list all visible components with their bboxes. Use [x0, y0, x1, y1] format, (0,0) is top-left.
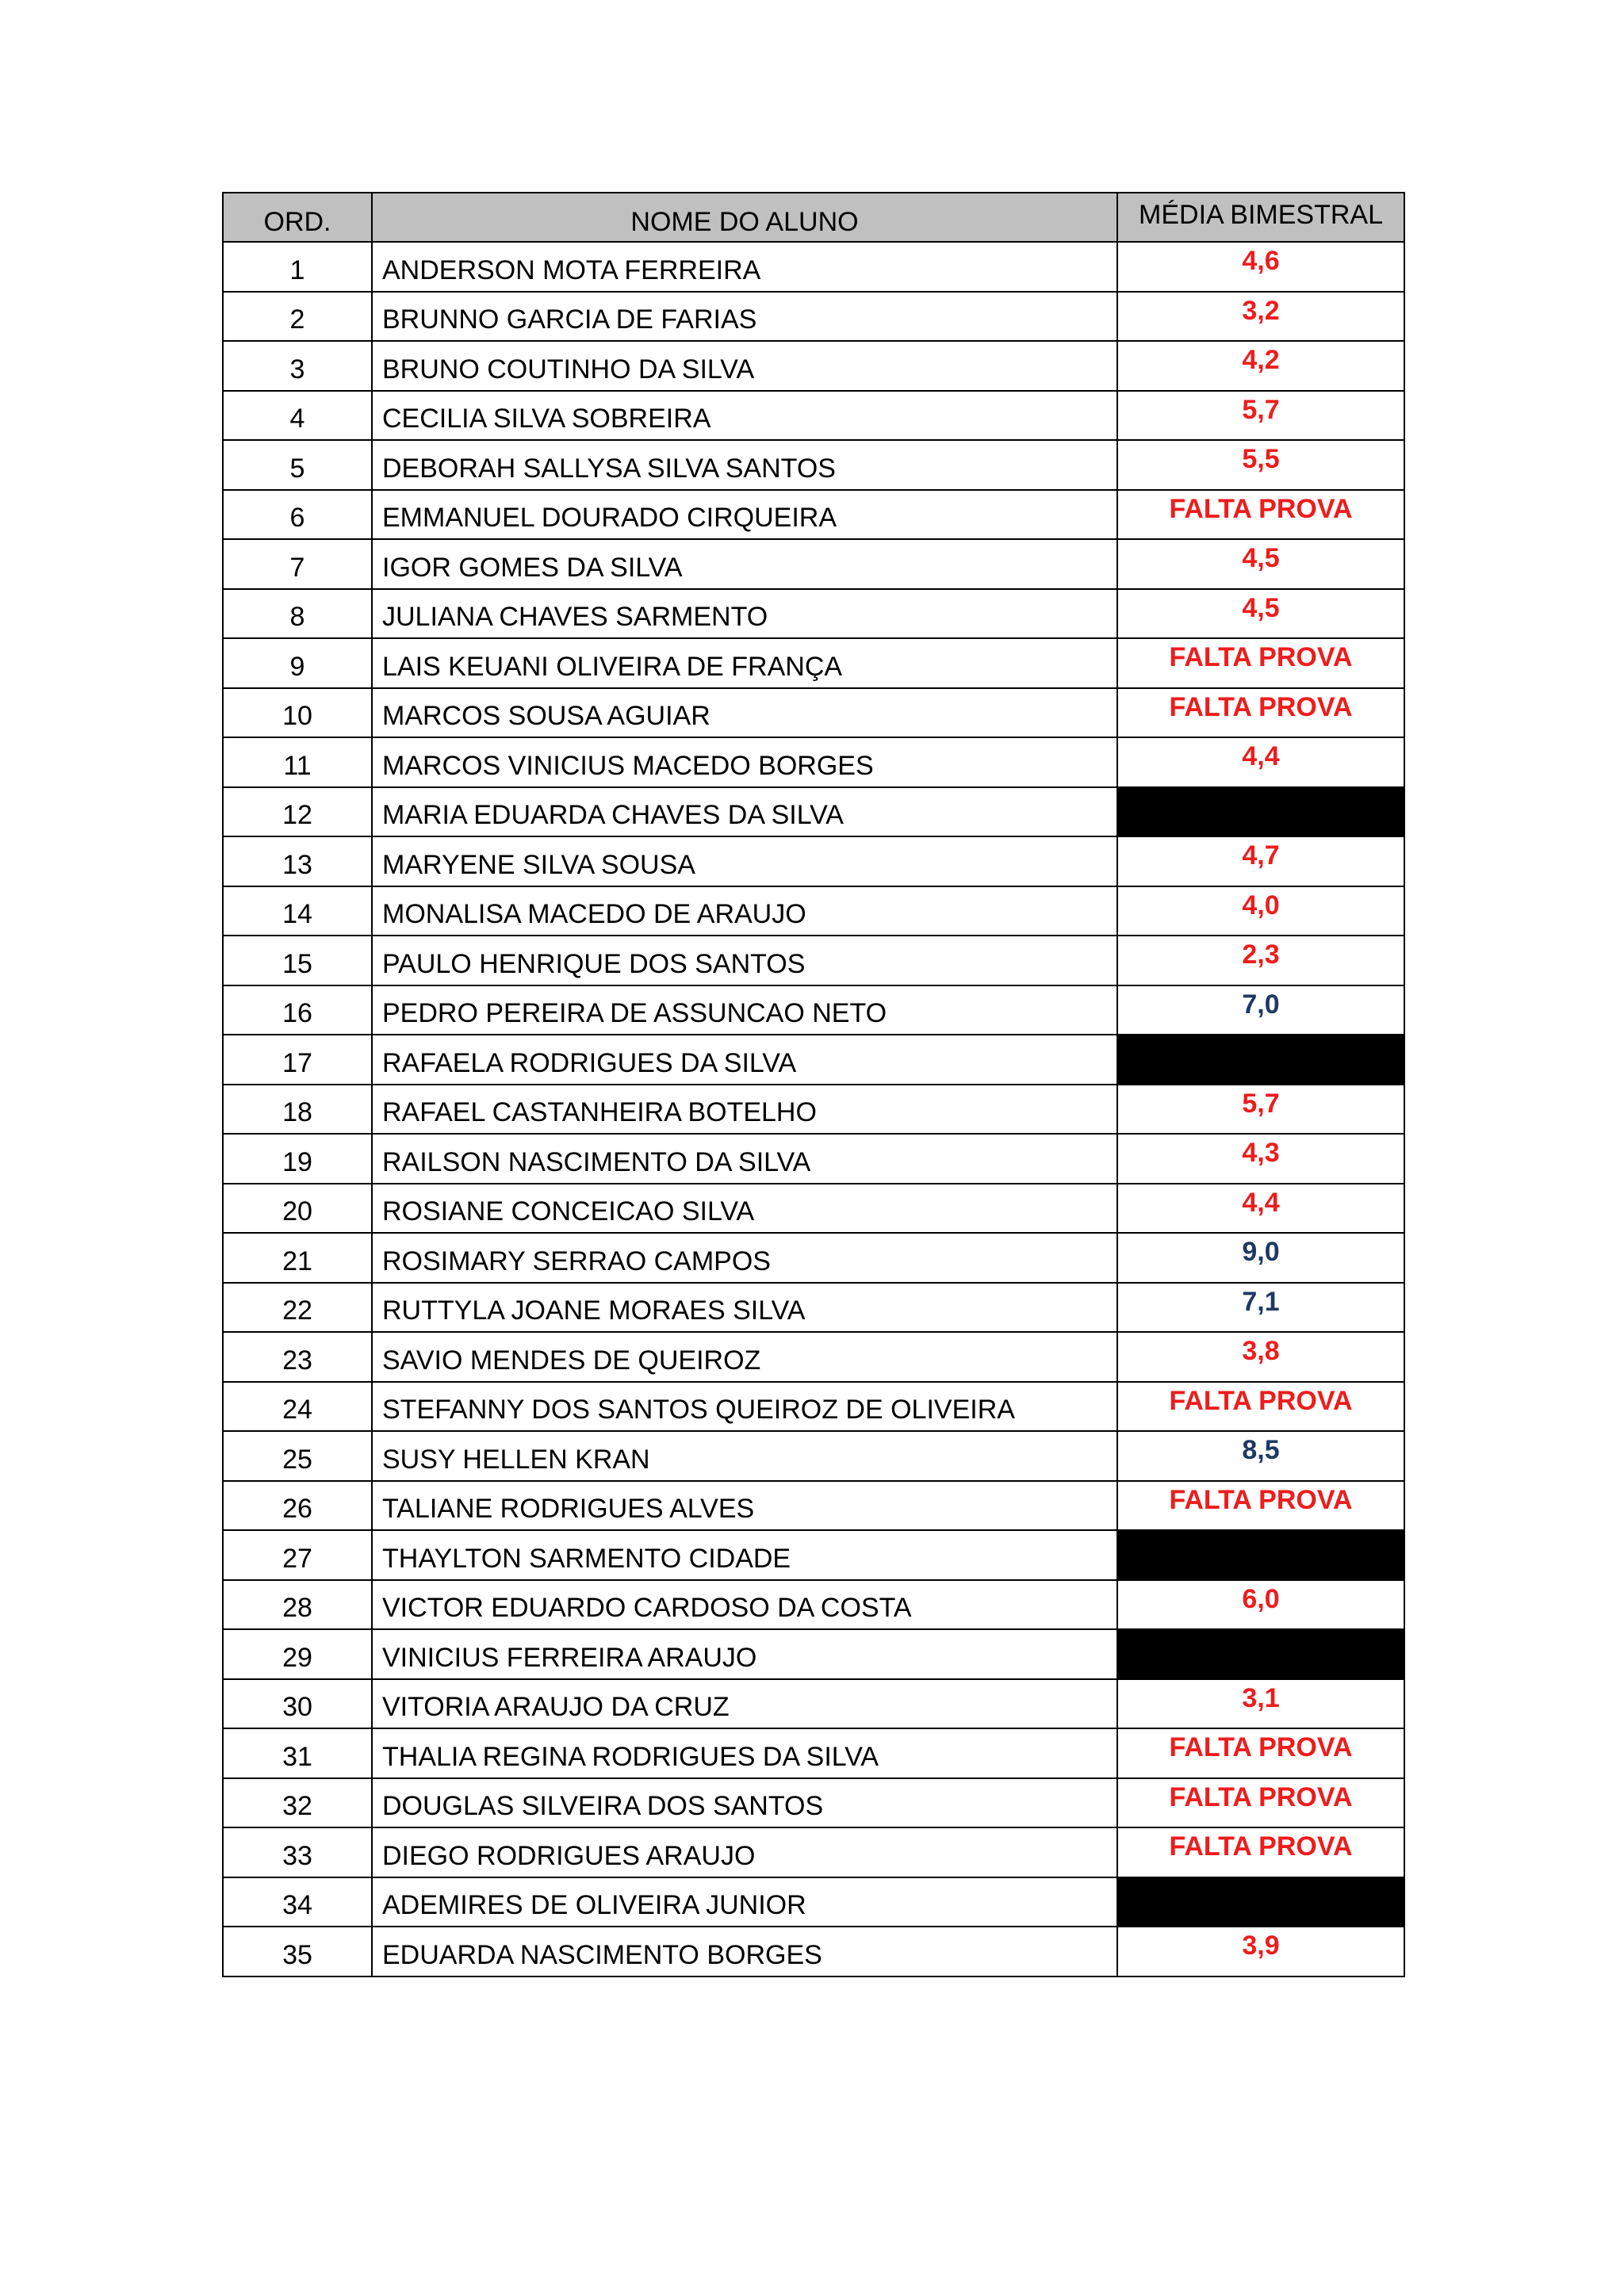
row-ord: 7 — [223, 539, 372, 589]
table-row — [223, 490, 1404, 540]
row-student-name: VICTOR EDUARDO CARDOSO DA COSTA — [372, 1580, 1117, 1630]
row-student-name: PAULO HENRIQUE DOS SANTOS — [372, 936, 1117, 985]
row-average: 3,1 — [1117, 1679, 1404, 1729]
row-student-name: TALIANE RODRIGUES ALVES — [372, 1481, 1117, 1531]
row-ord: 28 — [223, 1580, 372, 1630]
row-ord: 32 — [223, 1778, 372, 1828]
row-student-name: DOUGLAS SILVEIRA DOS SANTOS — [372, 1778, 1117, 1828]
row-average: FALTA PROVA — [1117, 688, 1404, 738]
header-ord: ORD. — [223, 193, 372, 242]
header-row — [223, 193, 1404, 242]
row-ord: 6 — [223, 490, 372, 540]
row-ord: 1 — [223, 242, 372, 292]
table-row — [223, 539, 1404, 589]
row-average-redacted — [1117, 787, 1404, 837]
table-row — [223, 1927, 1404, 1976]
header-student-name: NOME DO ALUNO — [372, 193, 1117, 242]
table-row — [223, 440, 1404, 490]
row-student-name: RAILSON NASCIMENTO DA SILVA — [372, 1134, 1117, 1184]
table-row — [223, 341, 1404, 391]
row-average: 4,2 — [1117, 341, 1404, 391]
row-ord: 29 — [223, 1629, 372, 1679]
row-ord: 2 — [223, 292, 372, 342]
table-row — [223, 688, 1404, 738]
row-student-name: SUSY HELLEN KRAN — [372, 1431, 1117, 1481]
table-row — [223, 1184, 1404, 1234]
table-row — [223, 737, 1404, 787]
table-row — [223, 1134, 1404, 1184]
row-student-name: DIEGO RODRIGUES ARAUJO — [372, 1827, 1117, 1877]
table-row — [223, 1530, 1404, 1580]
row-ord: 15 — [223, 936, 372, 985]
row-student-name: EMMANUEL DOURADO CIRQUEIRA — [372, 490, 1117, 540]
table-row — [223, 1481, 1404, 1531]
row-average: 5,7 — [1117, 391, 1404, 441]
row-average: FALTA PROVA — [1117, 1778, 1404, 1828]
table-row — [223, 1877, 1404, 1927]
table-row — [223, 1629, 1404, 1679]
row-student-name: ROSIANE CONCEICAO SILVA — [372, 1184, 1117, 1234]
grades-table — [222, 192, 1405, 1977]
table-row — [223, 836, 1404, 886]
row-ord: 18 — [223, 1085, 372, 1135]
row-student-name: MONALISA MACEDO DE ARAUJO — [372, 886, 1117, 936]
row-average: 7,1 — [1117, 1283, 1404, 1333]
table-row — [223, 589, 1404, 639]
row-average: 3,9 — [1117, 1927, 1404, 1976]
row-average-redacted — [1117, 1877, 1404, 1927]
header-bimester-average: MÉDIA BIMESTRAL — [1117, 193, 1404, 242]
row-average: 3,8 — [1117, 1332, 1404, 1382]
grades-table-body — [223, 242, 1404, 1976]
row-average: 7,0 — [1117, 985, 1404, 1035]
row-student-name: MARCOS SOUSA AGUIAR — [372, 688, 1117, 738]
row-ord: 9 — [223, 638, 372, 688]
row-ord: 4 — [223, 391, 372, 441]
row-average: 3,2 — [1117, 292, 1404, 342]
row-ord: 27 — [223, 1530, 372, 1580]
row-student-name: SAVIO MENDES DE QUEIROZ — [372, 1332, 1117, 1382]
row-average: 4,3 — [1117, 1134, 1404, 1184]
row-ord: 22 — [223, 1283, 372, 1333]
row-average: FALTA PROVA — [1117, 638, 1404, 688]
row-average: 2,3 — [1117, 936, 1404, 985]
row-ord: 34 — [223, 1877, 372, 1927]
table-row — [223, 638, 1404, 688]
row-ord: 16 — [223, 985, 372, 1035]
grades-table-header — [223, 193, 1404, 242]
row-student-name: BRUNNO GARCIA DE FARIAS — [372, 292, 1117, 342]
row-average: FALTA PROVA — [1117, 490, 1404, 540]
table-row — [223, 1827, 1404, 1877]
row-ord: 19 — [223, 1134, 372, 1184]
row-average: 4,5 — [1117, 539, 1404, 589]
row-student-name: THALIA REGINA RODRIGUES DA SILVA — [372, 1728, 1117, 1778]
row-student-name: ADEMIRES DE OLIVEIRA JUNIOR — [372, 1877, 1117, 1927]
table-row — [223, 985, 1404, 1035]
row-ord: 20 — [223, 1184, 372, 1234]
row-student-name: RAFAEL CASTANHEIRA BOTELHO — [372, 1085, 1117, 1135]
row-ord: 26 — [223, 1481, 372, 1531]
row-average-redacted — [1117, 1035, 1404, 1085]
table-row — [223, 242, 1404, 292]
row-student-name: VITORIA ARAUJO DA CRUZ — [372, 1679, 1117, 1729]
row-student-name: THAYLTON SARMENTO CIDADE — [372, 1530, 1117, 1580]
row-average: 5,5 — [1117, 440, 1404, 490]
row-student-name: IGOR GOMES DA SILVA — [372, 539, 1117, 589]
row-ord: 24 — [223, 1382, 372, 1432]
row-average: 4,0 — [1117, 886, 1404, 936]
row-average: 4,4 — [1117, 1184, 1404, 1234]
row-average: 4,6 — [1117, 242, 1404, 292]
row-average: FALTA PROVA — [1117, 1481, 1404, 1531]
row-ord: 8 — [223, 589, 372, 639]
row-average: FALTA PROVA — [1117, 1382, 1404, 1432]
row-student-name: ANDERSON MOTA FERREIRA — [372, 242, 1117, 292]
row-student-name: VINICIUS FERREIRA ARAUJO — [372, 1629, 1117, 1679]
row-average: FALTA PROVA — [1117, 1728, 1404, 1778]
row-student-name: BRUNO COUTINHO DA SILVA — [372, 341, 1117, 391]
table-row — [223, 1431, 1404, 1481]
row-student-name: CECILIA SILVA SOBREIRA — [372, 391, 1117, 441]
row-average: 4,4 — [1117, 737, 1404, 787]
row-ord: 10 — [223, 688, 372, 738]
row-ord: 33 — [223, 1827, 372, 1877]
row-ord: 3 — [223, 341, 372, 391]
row-average: 9,0 — [1117, 1233, 1404, 1283]
table-row — [223, 1283, 1404, 1333]
row-student-name: MARIA EDUARDA CHAVES DA SILVA — [372, 787, 1117, 837]
table-row — [223, 886, 1404, 936]
table-row — [223, 1233, 1404, 1283]
row-ord: 31 — [223, 1728, 372, 1778]
table-row — [223, 292, 1404, 342]
row-ord: 5 — [223, 440, 372, 490]
table-row — [223, 1332, 1404, 1382]
row-ord: 30 — [223, 1679, 372, 1729]
row-average: 6,0 — [1117, 1580, 1404, 1630]
row-average: 8,5 — [1117, 1431, 1404, 1481]
table-row — [223, 1778, 1404, 1828]
row-average-redacted — [1117, 1530, 1404, 1580]
table-row — [223, 1382, 1404, 1432]
row-student-name: RUTTYLA JOANE MORAES SILVA — [372, 1283, 1117, 1333]
row-student-name: EDUARDA NASCIMENTO BORGES — [372, 1927, 1117, 1976]
table-row — [223, 391, 1404, 441]
row-student-name: MARYENE SILVA SOUSA — [372, 836, 1117, 886]
table-row — [223, 1580, 1404, 1630]
table-row — [223, 1085, 1404, 1135]
row-ord: 35 — [223, 1927, 372, 1976]
row-student-name: DEBORAH SALLYSA SILVA SANTOS — [372, 440, 1117, 490]
table-row — [223, 1728, 1404, 1778]
table-row — [223, 936, 1404, 985]
table-row — [223, 1035, 1404, 1085]
row-student-name: PEDRO PEREIRA DE ASSUNCAO NETO — [372, 985, 1117, 1035]
row-average: 4,5 — [1117, 589, 1404, 639]
row-ord: 21 — [223, 1233, 372, 1283]
row-student-name: ROSIMARY SERRAO CAMPOS — [372, 1233, 1117, 1283]
row-average: FALTA PROVA — [1117, 1827, 1404, 1877]
row-ord: 14 — [223, 886, 372, 936]
row-student-name: MARCOS VINICIUS MACEDO BORGES — [372, 737, 1117, 787]
row-ord: 11 — [223, 737, 372, 787]
row-student-name: STEFANNY DOS SANTOS QUEIROZ DE OLIVEIRA — [372, 1382, 1117, 1432]
row-average: 4,7 — [1117, 836, 1404, 886]
row-student-name: LAIS KEUANI OLIVEIRA DE FRANÇA — [372, 638, 1117, 688]
row-ord: 23 — [223, 1332, 372, 1382]
row-ord: 12 — [223, 787, 372, 837]
row-average: 5,7 — [1117, 1085, 1404, 1135]
row-student-name: JULIANA CHAVES SARMENTO — [372, 589, 1117, 639]
row-ord: 17 — [223, 1035, 372, 1085]
row-ord: 25 — [223, 1431, 372, 1481]
table-row — [223, 787, 1404, 837]
row-ord: 13 — [223, 836, 372, 886]
row-average-redacted — [1117, 1629, 1404, 1679]
table-row — [223, 1679, 1404, 1729]
row-student-name: RAFAELA RODRIGUES DA SILVA — [372, 1035, 1117, 1085]
